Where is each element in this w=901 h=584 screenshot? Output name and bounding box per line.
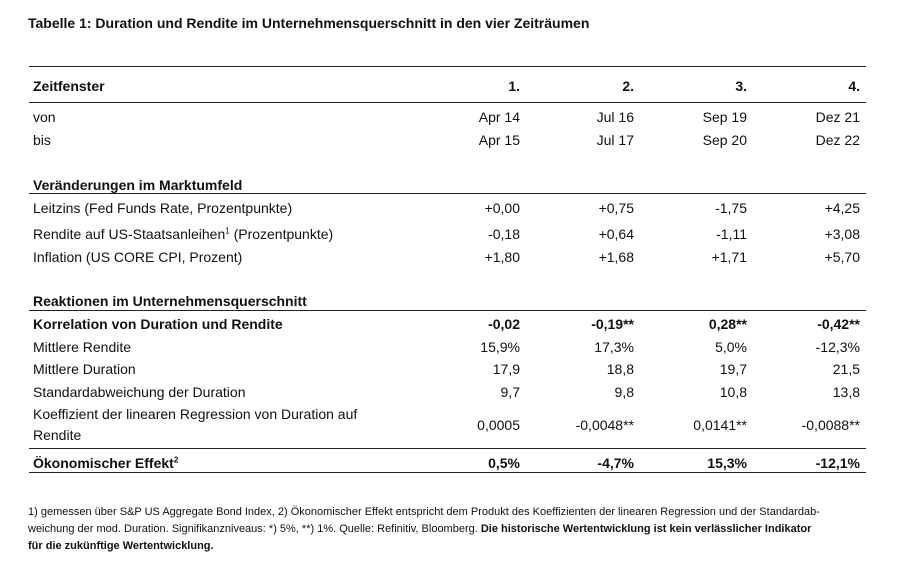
cell: +0,00 [484, 200, 520, 216]
row-label: Koeffizient der linearen Regression von Duration auf [33, 406, 358, 422]
divider [29, 448, 866, 449]
cell: 17,3% [594, 339, 634, 355]
disclaimer-text: für die zukünftige Wertentwicklung. [28, 540, 214, 552]
disclaimer-text: Die historische Wertentwicklung ist kein verlässlicher Indikator [480, 523, 812, 535]
cell: +5,70 [824, 249, 860, 265]
section-heading: Veränderungen im Marktumfeld [33, 177, 243, 193]
row-label [33, 224, 433, 244]
footnote-mark: 2 [173, 455, 179, 465]
footnote [28, 504, 878, 555]
cell: 9,8 [614, 384, 634, 400]
cell: -1,75 [715, 200, 747, 216]
cell: 0,28** [708, 316, 747, 332]
row-label: Leitzins (Fed Funds Rate, Prozentpunkte) [33, 200, 293, 216]
cell: 21,5 [832, 361, 860, 377]
section-heading: Reaktionen im Unternehmensquerschnitt [33, 293, 307, 309]
cell: Dez 22 [815, 132, 860, 148]
cell: 15,3% [707, 455, 747, 471]
cell: 18,8 [606, 361, 634, 377]
cell: -12,1% [815, 455, 860, 471]
cell: -0,0048** [575, 417, 634, 433]
cell: +4,25 [824, 200, 860, 216]
cell: Sep 20 [702, 132, 747, 148]
row-label: Mittlere Duration [33, 361, 136, 377]
cell: -4,7% [597, 455, 634, 471]
cell: 0,5% [488, 455, 520, 471]
cell: +1,68 [598, 249, 634, 265]
cell: -1,11 [716, 226, 747, 242]
cell: +0,75 [598, 200, 634, 216]
row-label: von [33, 109, 56, 125]
footnote-text: weichung der mod. Duration. Signifikanzniveaus: *) 5%, **) 1%. Quelle: Refinitiv, Bloomberg. [28, 523, 481, 535]
cell: +1,71 [711, 249, 747, 265]
cell: 0,0141** [693, 417, 747, 433]
row-label [33, 453, 433, 473]
cell: 5,0% [715, 339, 747, 355]
cell: +3,08 [824, 226, 860, 242]
cell: +0,64 [598, 226, 634, 242]
cell: 17,9 [492, 361, 520, 377]
cell: Jul 16 [596, 109, 634, 125]
row-label: Mittlere Rendite [33, 339, 132, 355]
cell: -0,42** [817, 316, 860, 332]
divider [29, 193, 866, 194]
row-label: bis [33, 132, 51, 148]
header-col: 2. [622, 78, 634, 94]
cell: +1,80 [484, 249, 520, 265]
cell: 19,7 [719, 361, 747, 377]
footnote-mark: 1 [225, 226, 230, 236]
cell: 9,7 [500, 384, 520, 400]
header-col: 4. [848, 78, 860, 94]
header-col: 3. [735, 78, 747, 94]
cell: -0,18 [488, 226, 520, 242]
table-title: Tabelle 1: Duration und Rendite im Unternehmensquerschnitt in den vier Zeiträumen [28, 15, 590, 31]
row-label: Standardabweichung der Duration [33, 384, 246, 400]
row-label: Inflation (US CORE CPI, Prozent) [33, 249, 243, 265]
footnote-line [28, 521, 878, 538]
header-col: 1. [508, 78, 520, 94]
cell: Apr 14 [478, 109, 520, 125]
label-text: (Prozentpunkte) [229, 226, 334, 242]
header-label: Zeitfenster [33, 78, 105, 94]
cell: Sep 19 [702, 109, 747, 125]
cell: -12,3% [815, 339, 860, 355]
row-label-continued: Rendite [33, 427, 82, 443]
cell: Jul 17 [596, 132, 634, 148]
footnote-line: 1) gemessen über S&P US Aggregate Bond Index, 2) Ökonomischer Effekt entspricht dem Produkt des Koeffizienten der linearen Regression und der Standardab- [28, 506, 820, 518]
cell: 13,8 [832, 384, 860, 400]
row-label: Korrelation von Duration und Rendite [33, 316, 283, 332]
cell: 0,0005 [477, 417, 520, 433]
cell: -0,19** [591, 316, 634, 332]
label-text: Rendite auf US-Staatsanleihen [33, 226, 226, 242]
cell: Apr 15 [478, 132, 520, 148]
cell: -0,02 [488, 316, 520, 332]
cell: 10,8 [719, 384, 747, 400]
cell: -0,0088** [801, 417, 860, 433]
divider [29, 66, 866, 67]
footnote-line [28, 538, 878, 555]
label-text: Ökonomischer Effekt [33, 455, 174, 471]
divider [29, 472, 866, 473]
cell: Dez 21 [815, 109, 860, 125]
divider [29, 102, 866, 103]
cell: 15,9% [480, 339, 520, 355]
divider [29, 310, 866, 311]
